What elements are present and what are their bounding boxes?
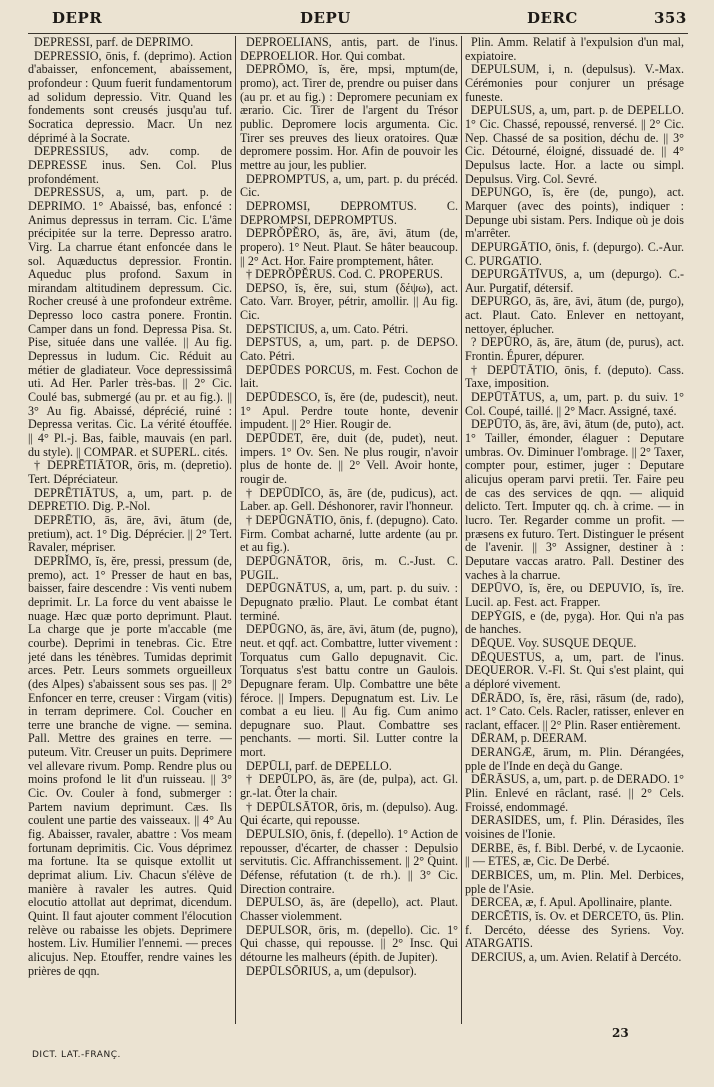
dictionary-entry: DEPŪGNO, ās, āre, āvi, ātum (de, pugno), neut. et qqf. act. Combattre, lutter vivement : Torquatus cum Gallo depugnavit. Cic. Torquatus s'est battu contre un Gaulois. Depugnare feram. Ulp. Combattre une bête féroce. || Impers. Depugnatum est. Liv. Le combat a eu lieu. || Au fig. Cum animo depugnare suo. Plaut. Combattre ses penchants. — morti. Sil. Lutter contre la mort. [240,622,458,760]
dictionary-entry: † DEPŪTĀTIO, ōnis, f. (deputo). Cass. Taxe, imposition. [465,362,684,391]
header-left-word: DEPR [52,9,103,27]
dictionary-entry: DEPŪDES PORCUS, m. Fest. Cochon de lait. [240,362,458,391]
dictionary-entry: DEPROELIANS, antis, part. de l'inus. DEPROELIOR. Hor. Qui combat. [240,36,458,63]
dictionary-entry: DEPRESSUS, a, um, part. p. de DEPRIMO. 1° Abaissé, bas, enfoncé : Animus depressus in terram. Cic. L'âme précipitée sur la terre. Depresso aratro. Virg. La charrue étant enfoncée dans le sol. Aquæductus depressior. Frontin. Aqueduc plus profond. Saxum in mirandam altitudinem depressum. Cic. Rocher creusé à une profondeur extrême. Depresso loco castra ponere. Frontin. Camper dans un fond. Depressa Pisa. St. Pise, située dans une vallée. || Au fig. Depressus in ludum. Cic. Réduit au métier de gladiateur. Voce depressissimâ uti. Ad Her. Parler très-bas. || 2° Cic. Coulé bas, submergé (au pr. et au fig.). || 3° Au fig. Abaissé, déprécié, ruiné : Depressa veritas. Cic. La vérité étouffée. || 4° Pl.-j. Bas, faible, mauvais (en parl. du style). || COMPAR. et SUPERL. cités. [28,185,232,459]
dictionary-entry: † DEPRŎPĔRUS. Cod. C. PROPERUS. [246,267,443,282]
dictionary-entry: † DEPŪDĪCO, ās, āre (de, pudicus), act. Laber. ap. Gell. Déshonorer, ravir l'honneur. [240,485,458,514]
dictionary-entry: DERANGÆ, ārum, m. Plin. Dérangées, pple de l'Inde en deçà du Gange. [465,745,684,773]
dictionary-entry: DEPUNGO, ĭs, ĕre (de, pungo), act. Marquer (avec des points), indiquer : Depunge ubi sistam. Pers. Indique où je dois m'arrêter. [465,185,684,241]
dictionary-entry: DEPŪVO, ĭs, ĕre, ou DEPUVIO, ĭs, īre. Lucil. ap. Fest. act. Frapper. [465,581,684,609]
dictionary-entry: † DEPRĒTIĀTOR, ōris, m. (depretio). Tert. Dépréciateur. [28,458,232,486]
footer-signature: DICT. LAT.-FRANÇ. [32,1050,121,1060]
header-rule [28,33,688,34]
dictionary-entry: DĒRAM, p. DEERAM. [471,731,587,746]
dictionary-entry: DĒQUESTUS, a, um, part. de l'inus. DEQUEROR. V.-Fl. St. Qui s'est plaint, qui a déploré vivement. [465,649,684,691]
dictionary-entry: DEPŪDET, ēre, duit (de, pudet), neut. impers. 1° Ov. Sen. Ne plus rougir, n'avoir plus de honte de. || 2° Vell. Avoir honte, rougir de. [240,431,458,486]
dictionary-entry: Plin. Amm. Relatif à l'expulsion d'un mal, expiatoire. [465,36,684,63]
dictionary-entry: DEPŪLSŌRIUS, a, um (depulsor). [246,963,417,978]
dictionary-entry: DEPULSIO, ōnis, f. (depello). 1° Action de repousser, d'écarter, de chasser : Depulsio servitutis. Cic. Affranchissement. || 2° Quint. Défense, réfutation (t. de rh.). || 3° Cic. Direction contraire. [240,827,458,896]
dictionary-entry: DEPSO, ĭs, ĕre, sui, stum (δέψω), act. Cato. Varr. Broyer, pétrir, amollir. || Au fig. Cic. [240,280,458,323]
dictionary-entry: DEPULSO, ās, āre (depello), act. Plaut. Chasser violemment. [240,895,458,923]
column-divider [235,36,236,1024]
dictionary-entry: DEPULSOR, ōris, m. (depello). Cic. 1° Qui chasse, qui repousse. || 2° Insc. Qui détourne les malheurs (épith. de Jupiter). [240,922,458,964]
dictionary-entry: DEPRESSI, parf. de DEPRIMO. [34,36,194,49]
dictionary-entry: DEPŪDESCO, ĭs, ĕre (de, pudescit), neut. 1° Apul. Perdre toute honte, devenir impudent. || 2° Hier. Rougir de. [240,390,458,432]
dictionary-entry: DEPULSUM, i, n. (depulsus). V.-Max. Cérémonies pour conjurer un présage funeste. [465,62,684,104]
column-divider [461,36,462,1024]
dictionary-entry: DEPŪLI, parf. de DEPELLO. [246,758,392,773]
dictionary-entry: DEPRŎPĔRO, ās, āre, āvi, ātum (de, propero). 1° Neut. Plaut. Se hâter beaucoup. || 2° Act. Hor. Faire promptement, hâter. [240,226,458,268]
column-middle [240,36,458,1024]
dictionary-entry: DERBE, ēs, f. Bibl. Derbé, v. de Lycaonie. || — ETES, æ, Cic. De Derbé. [465,840,684,869]
dictionary-entry: DEPRESSIO, ōnis, f. (deprimo). Action d'abaisser, enfoncement, abaissement, profondeur : Quum fuerit fundamentorum ad solidum depressio. Vitr. Quand les fondements sont creusés jusqu'au tuf. Socratica depressio. Macr. Un nez déprimé à la Socrate. [28,48,232,145]
dictionary-entry: DERCĒTIS, ĭs. Ov. et DERCETO, ūs. Plin. f. Dercéto, déesse des Syriens. Voy. ATARGATIS. [465,909,684,951]
header-center-word: DEPU [300,9,351,27]
header-right-word: DERC [527,9,578,27]
dictionary-entry: DĒRĀDO, ĭs, ĕre, rāsi, rāsum (de, rado), act. 1° Cato. Cels. Racler, ratisser, enlever en raclant, effacer. || 2° Plin. Raser entièrement. [465,690,684,732]
dictionary-entry: DEPRĒTIĀTUS, a, um, part. p. de DEPRETIO. Dig. P.-Nol. [28,485,232,514]
dictionary-entry: DEPURGĀTIO, ōnis, f. (depurgo). C.-Aur. C. PURGATIO. [465,239,684,268]
dictionary-entry: DEPŪGNĀTUS, a, um, part. p. du suiv. : Depugnato prælio. Plaut. Le combat étant terminé. [240,581,458,623]
dictionary-entry: † DEPŪLSĀTOR, ōris, m. (depulso). Aug. Qui écarte, qui repousse. [240,799,458,828]
dictionary-entry: DERASIDES, um, f. Plin. Dérasides, îles voisines de l'Ionie. [465,813,684,842]
dictionary-entry: DEPRĒTIO, ās, āre, āvi, ātum (de, pretium), act. 1° Dig. Déprécier. || 2° Tert. Ravaler, mépriser. [28,512,232,555]
dictionary-entry: DEPRESSIUS, adv. comp. de DEPRESSE inus. Sen. Col. Plus profondément. [28,144,232,186]
dictionary-entry: DEPŪGNĀTOR, ōris, m. C.-Just. C. PUGIL. [240,553,458,582]
dictionary-entry: DEPŪTĀTUS, a, um, part. p. du suiv. 1° Col. Coupé, taillé. || 2° Macr. Assigné, taxé. [465,390,684,418]
page-number: 353 [654,9,687,27]
dictionary-entry: DEPROMSI, DEPROMTUS. C. DEPROMPSI, DEPROMPTUS. [240,198,458,227]
dictionary-entry: DERCEA, æ, f. Apul. Apollinaire, plante. [471,895,673,910]
dictionary-entry: DEPȲGIS, e (de, pyga). Hor. Qui n'a pas de hanches. [465,608,684,637]
footer-sheet-number: 23 [612,1026,629,1040]
dictionary-entry: DEPRĬMO, ĭs, ĕre, pressi, pressum (de, premo), act. 1° Presser de haut en bas, baisser, faire descendre : Vis venti nubem deprimit. Lr. La force du vent abaisse le nuage. Hæc quæ porto deprimunt. Plaut. La charge que je porte m'accable (me courbe). Deprimi in tenebras. Cic. Etre jeté dans les ténèbres. Tumidas deprimit arces. Petr. Leurs sommets orgueilleux (des Alpes) s'abaissent sous ses pas. || 2° Enfoncer en terre, creuser : Virgam (vitis) in terram deprimere. Col. Coucher en terre une branche de vigne. — semina. Pall. Mettre des graines en terre. — puteum. Vitr. Creuser un puits. Deprimere vel allevare rivum. Pomp. Rendre plus ou moins profond le lit d'un ruisseau. || 3° Cic. Ov. Couler à fond, submerger : Partem navium deprimunt. Cæs. Ils coulent une partie des vaisseaux. || 4° Au fig. Abaisser, ravaler, abattre : Vos meam fortunam deprimitis. Cic. Vous déprimez ma fortune. Ita se quisque extollit ut deprimat alium. Liv. Chacun s'élève de manière à ravaler les autres. Quid elocutio attollat aut deprimat, dicendum. Quint. Il faut ajouter comment l'élocution relève ou rabaisse les objets. Deprimere hostem. Liv. Humilier l'ennemi. — preces alicujus. Nep. Etouffer, rendre vaines les prières de qqn. [28,553,232,978]
dictionary-entry: DEPŪTO, ās, āre, āvi, ātum (de, puto), act. 1° Tailler, émonder, élaguer : Deputare umbras. Ov. Diminuer l'ombrage. || 2° Taxer, compter pour, estimer, juger : Deputare alicujus operam parvi pretii. Ter. Faire peu de cas des services de qqn. — aliquid delicto. Tert. Imputer qq. ch. à crime. — in lucro. Ter. Regarder comme un profit. — præsens ex futuro. Tert. Distinguer le présent de l'avenir. || 3° Assigner, destiner à : Deputare vaccas aratro. Pall. Destiner des vaches à la charrue. [465,417,684,582]
dictionary-entry: DEPSTICIUS, a, um. Cato. Pétri. [246,321,409,336]
dictionary-entry: DERBICES, um, m. Plin. Mel. Derbices, pple de l'Asie. [465,868,684,896]
column-right [465,36,684,1024]
dictionary-entry: DEPULSUS, a, um, part. p. de DEPELLO. 1° Cic. Chassé, repoussé, renversé. || 2° Cic. Nep. Chassé de sa position, déchu de. || 3° Cic. Détourné, éloigné, dissuadé de. || 4° Depulsus lacte. Hor. a lacte ou simpl. Depulsus. Virg. Col. Sevré. [465,103,684,186]
column-left [28,36,232,1024]
dictionary-entry: † DEPŪLPO, ās, āre (de, pulpa), act. Gl. gr.-lat. Ôter la chair. [240,772,458,801]
dictionary-entry: DĒQUE. Voy. SUSQUE DEQUE. [471,635,637,650]
dictionary-entry: DEPRŌMO, ĭs, ĕre, mpsi, mptum(de, promo), act. Tirer de, prendre ou puiser dans (au pr. et au fig.) : Depromere pecuniam ex ærario. Cic. Tirer de l'argent du Trésor public. Depromere locis argumenta. Cic. Tirer ses preuves des lieux oratoires. Quæ depromere possim. Hor. Afin de pouvoir les mettre au jour, les publier. [240,62,458,172]
dictionary-entry: DEPSTUS, a, um, part. p. de DEPSO. Cato. Pétri. [240,335,458,364]
dictionary-entry: DERCIUS, a, um. Avien. Relatif à Dercéto. [471,949,682,964]
dictionary-entry: DEPURGĀTĪVUS, a, um (depurgo). C.-Aur. Purgatif, détersif. [465,267,684,295]
dictionary-entry: † DEPŪGNĀTIO, ōnis, f. (depugno). Cato. Firm. Combat acharné, lutte ardente (au pr. et au fig.). [240,512,458,555]
dictionary-entry: DEPROMPTUS, a, um, part. p. du précéd. Cic. [240,171,458,200]
dictionary-entry: ? DEPŪRO, ās, āre, ātum (de, purus), act. Frontin. Épurer, dépurer. [465,335,684,364]
dictionary-entry: DĒRĀSUS, a, um, part. p. de DERADO. 1° Plin. Enlevé en râclant, rasé. || 2° Cels. Froissé, endommagé. [465,772,684,814]
dictionary-entry: DEPURGO, ās, āre, āvi, ātum (de, purgo), act. Plaut. Cato. Enlever en nettoyant, nettoyer, éplucher. [465,294,684,336]
